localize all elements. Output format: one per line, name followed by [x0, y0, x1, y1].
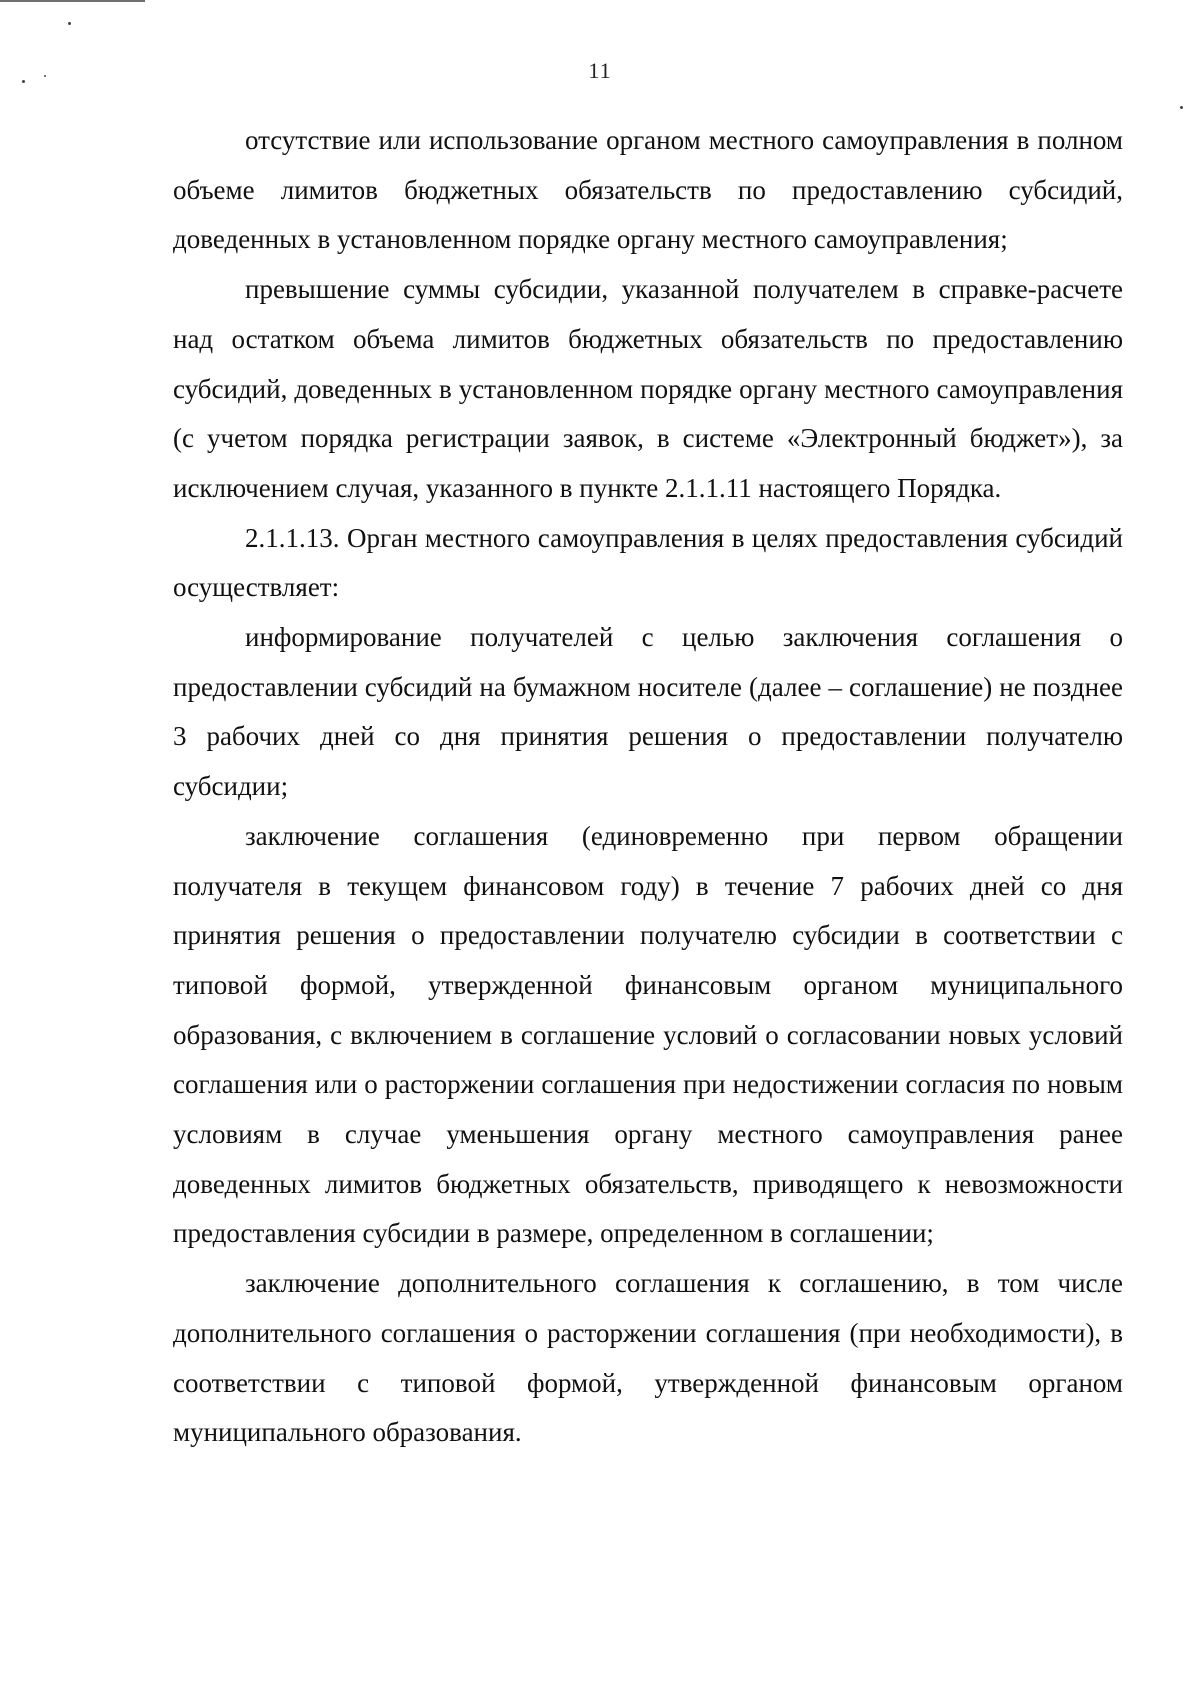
scan-speck: [1180, 106, 1183, 109]
paragraph: заключение соглашения (единовременно при первом обращении получателя в текущем финансовом году) в течение 7 рабочих дней со дня принятия решения о предоставлении получателю субсидии в соответствии с типовой формой, утвержденной финансовым органом муниципального образования, с включением в соглашение условий о согласовании новых условий соглашения или о расторжении соглашения при недостижении согласия по новым условиям в случае уменьшения органу местного самоуправления ранее доведенных лимитов бюджетных обязательств, приводящего к невозможности предоставления субсидии в размере, определенном в соглашении;: [173, 820, 1123, 1249]
paragraph: информирование получателей с целью заключения соглашения о предоставлении субсидий на бумажном носителе (далее – соглашение) не позднее 3 рабочих дней со дня принятия решения о предоставлении получателю субсидии;: [173, 622, 1123, 802]
paragraph: отсутствие или использование органом местного самоуправления в полном объеме лимитов бюджетных обязательств по предоставлению субсидий, доведенных в установленном порядке органу местного самоуправления;: [173, 125, 1123, 255]
scan-speck: [68, 22, 71, 25]
paragraph: 2.1.1.13. Орган местного самоуправления в целях предоставления субсидий осуществляет:: [173, 522, 1123, 603]
page-number: 11: [588, 58, 612, 83]
paragraph: превышение суммы субсидии, указанной получателем в справке-расчете над остатком объема лимитов бюджетных обязательств по предоставлению субсидий, доведенных в установленном порядке органу местного самоуправления (с учетом порядка регистрации заявок, в системе «Электронный бюджет»), за исключением случая, указанного в пункте 2.1.1.11 настоящего Порядка.: [173, 274, 1123, 503]
paragraph: заключение дополнительного соглашения к соглашению, в том числе дополнительного соглашения о расторжении соглашения (при необходимости), в соответствии с типовой формой, утвержденной финансовым органом муниципального образования.: [173, 1268, 1123, 1448]
scan-edge-line: [0, 0, 145, 2]
document-body: [173, 116, 1123, 1458]
